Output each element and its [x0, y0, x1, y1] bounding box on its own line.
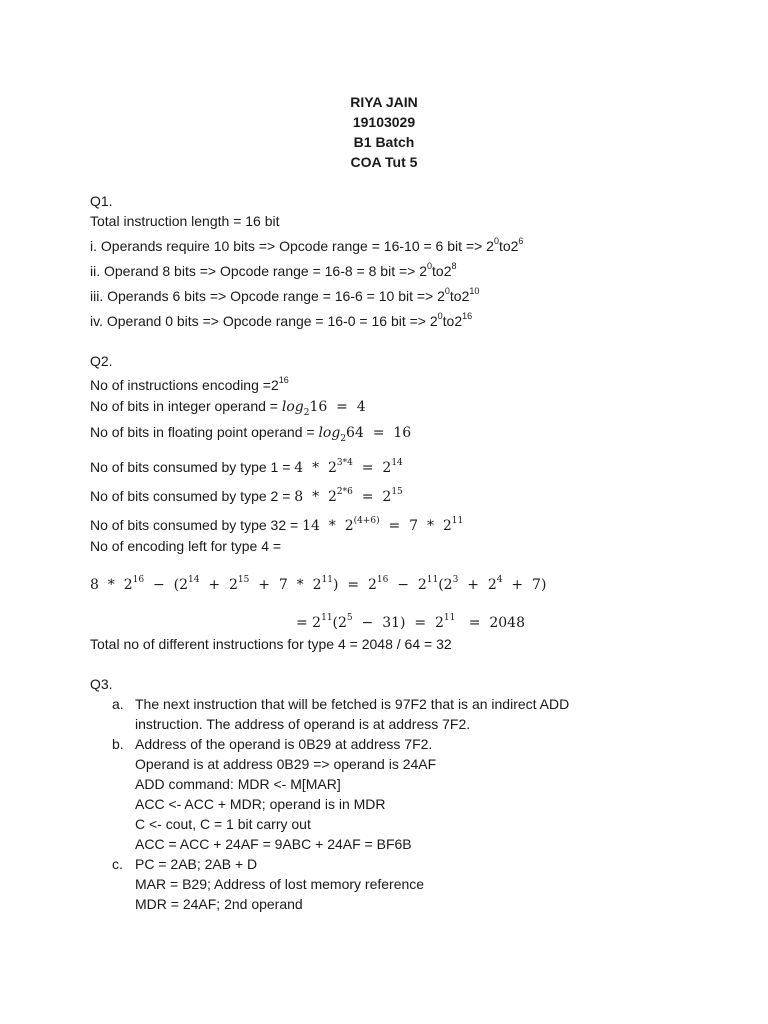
- q2-line-integer-operand: No of bits in integer operand = $\log_216 = 4$: [90, 398, 366, 418]
- q1-label: Q1.: [90, 193, 113, 209]
- q1-line-iv: iv. Operand 0 bits => Opcode range = 16-0 = 16 bit => $2^0to2^{16}$: [90, 311, 473, 329]
- q2-line-type1: No of bits consumed by type $1 = 4 * 2^{3*4} = 2^{14}$: [90, 458, 403, 476]
- q3-b-line: C <- cout, C = 1 bit carry out: [135, 816, 311, 832]
- q3-c-line: MDR = 24AF; 2nd operand: [135, 896, 303, 912]
- q1-line-iii: iii. Operands 6 bits => Opcode range = 16-6 = 10 bit => $2^0to2^{10}$: [90, 286, 480, 304]
- roll-number: 19103029: [352, 114, 416, 130]
- q2-equation-1: $8 * 2^{16} - (2^{14} + 2^{15} + 7 * 2^{11}) = 2^{16} - 2^{11}(2^3 + 2^4 + 7)$: [90, 575, 547, 593]
- q2-line-float-operand: No of bits in floating point operand = $\log_264 = 16$: [90, 424, 412, 444]
- q3-b-line: ACC <- ACC + MDR; operand is in MDR: [135, 796, 386, 812]
- q2-line-type32: No of bits consumed by type $32 = 14 * 2^{(4+6)} = 7 * 2^{11}$: [90, 516, 464, 534]
- q3-b-line: Address of the operand is 0B29 at address 7F2.: [135, 736, 433, 752]
- q2-line-type2: No of bits consumed by type $2 = 8 * 2^{2*6} = 2^{15}$: [90, 487, 403, 505]
- q3-b-marker: b.: [112, 736, 124, 752]
- q2-line-encoding-left: No of encoding left for type 4 =: [90, 538, 282, 554]
- q3-c-line: PC = 2AB; 2AB + D: [135, 856, 258, 872]
- q2-total: Total no of different instructions for type 4 = 2048 / 64 = 32: [90, 636, 452, 652]
- q3-a-line: instruction. The address of operand is at address 7F2.: [135, 716, 471, 732]
- q2-line-encoding: No of instructions encoding $=2^{16}$: [90, 375, 289, 393]
- q3-b-line: ACC = ACC + 24AF = 9ABC + 24AF = BF6B: [135, 836, 412, 852]
- batch: B1 Batch: [353, 134, 415, 150]
- q3-a-line: The next instruction that will be fetched is 97F2 that is an indirect ADD: [135, 696, 570, 712]
- author-name: RIYA JAIN: [350, 94, 418, 110]
- q2-equation-2: = $2^{11}(2^5 - 31) = 2^{11} = 2048$: [296, 613, 525, 631]
- q3-label: Q3.: [90, 676, 113, 692]
- q3-b-line: ADD command: MDR <- M[MAR]: [135, 776, 341, 792]
- q1-line-i: i. Operands require 10 bits => Opcode range = 16-10 = 6 bit => $2^0to2^6$: [90, 236, 524, 254]
- q1-line-ii: ii. Operand 8 bits => Opcode range = 16-8 = 8 bit => $2^0to2^8$: [90, 261, 457, 279]
- q2-label: Q2.: [90, 353, 113, 369]
- q3-b-line: Operand is at address 0B29 => operand is 24AF: [135, 756, 437, 772]
- q1-total: Total instruction length = 16 bit: [90, 213, 280, 229]
- q3-a-marker: a.: [112, 696, 124, 712]
- q3-c-line: MAR = B29; Address of lost memory reference: [135, 876, 425, 892]
- doc-title: COA Tut 5: [350, 154, 418, 170]
- q3-c-marker: c.: [112, 856, 123, 872]
